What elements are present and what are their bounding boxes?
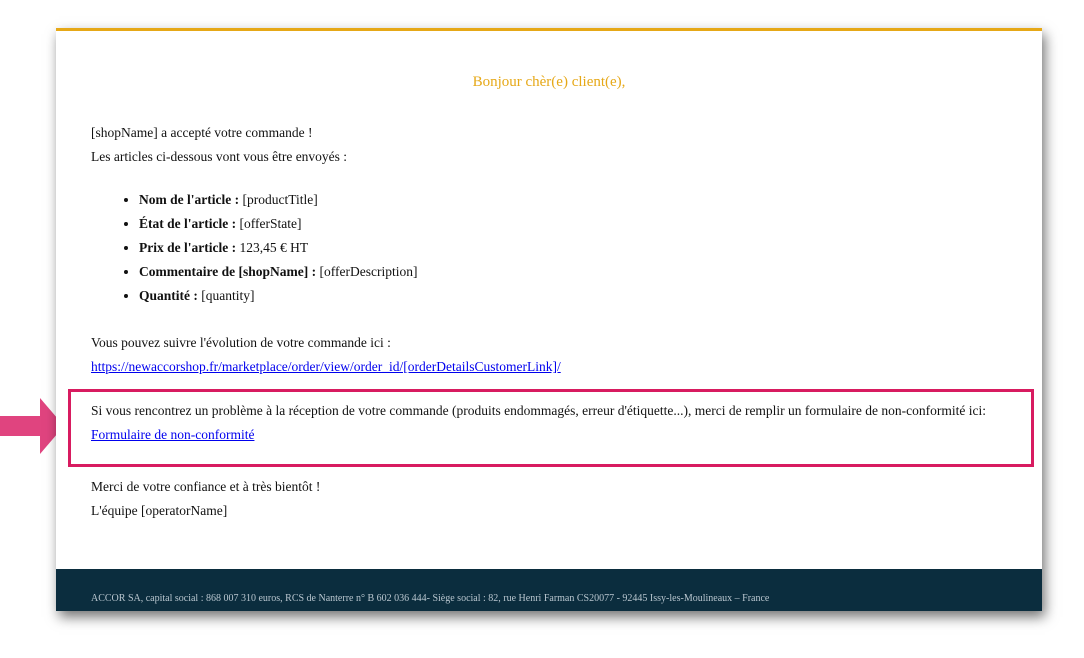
non-conformity-highlight-box — [68, 389, 1034, 467]
footer-legal-text: ACCOR SA, capital social : 868 007 310 euros, RCS de Nanterre n° B 602 036 444- Siège social : 82, rue Henri Farman CS20077 - 92445 Issy-les-Moulineaux – France — [91, 593, 770, 604]
item-value: [productTitle] — [242, 192, 318, 207]
item-value: [offerDescription] — [319, 264, 418, 279]
list-item — [139, 188, 417, 212]
list-item — [139, 284, 417, 308]
intro-line-1: [shopName] a accepté votre commande ! — [91, 125, 313, 140]
order-tracking-link[interactable]: https://newaccorshop.fr/marketplace/order/view/order_id/[orderDetailsCustomerLink]/ — [91, 359, 561, 374]
item-label: Nom de l'article : — [139, 192, 240, 207]
item-list — [91, 188, 417, 308]
problem-section — [91, 399, 986, 447]
list-item — [139, 212, 417, 236]
intro-line-2: Les articles ci-dessous vont vous être envoyés : — [91, 149, 348, 164]
item-label: État de l'article : — [139, 216, 237, 231]
list-item — [139, 236, 417, 260]
intro-text — [91, 121, 347, 169]
item-value: 123,45 € HT — [239, 240, 309, 255]
item-label: Quantité : — [139, 288, 198, 303]
footer — [56, 569, 1042, 611]
tracking-text: Vous pouvez suivre l'évolution de votre commande ici : — [91, 335, 391, 350]
closing-line-2: L'équipe [operatorName] — [91, 503, 228, 518]
non-conformity-form-link[interactable]: Formulaire de non-conformité — [91, 427, 255, 442]
closing-section — [91, 475, 320, 523]
greeting: Bonjour chèr(e) client(e), — [472, 74, 626, 90]
item-value: [quantity] — [201, 288, 255, 303]
item-value: [offerState] — [239, 216, 302, 231]
item-label: Commentaire de [shopName] : — [139, 264, 317, 279]
list-item — [139, 260, 417, 284]
tracking-section — [91, 331, 561, 379]
email-card — [56, 28, 1042, 611]
closing-line-1: Merci de votre confiance et à très bientôt ! — [91, 479, 321, 494]
item-label: Prix de l'article : — [139, 240, 237, 255]
highlight-arrow-icon — [0, 398, 64, 454]
problem-text: Si vous rencontrez un problème à la réception de votre commande (produits endommagés, erreur d'étiquette...), merci de remplir un formulaire de non-conformité ici: — [91, 403, 986, 418]
